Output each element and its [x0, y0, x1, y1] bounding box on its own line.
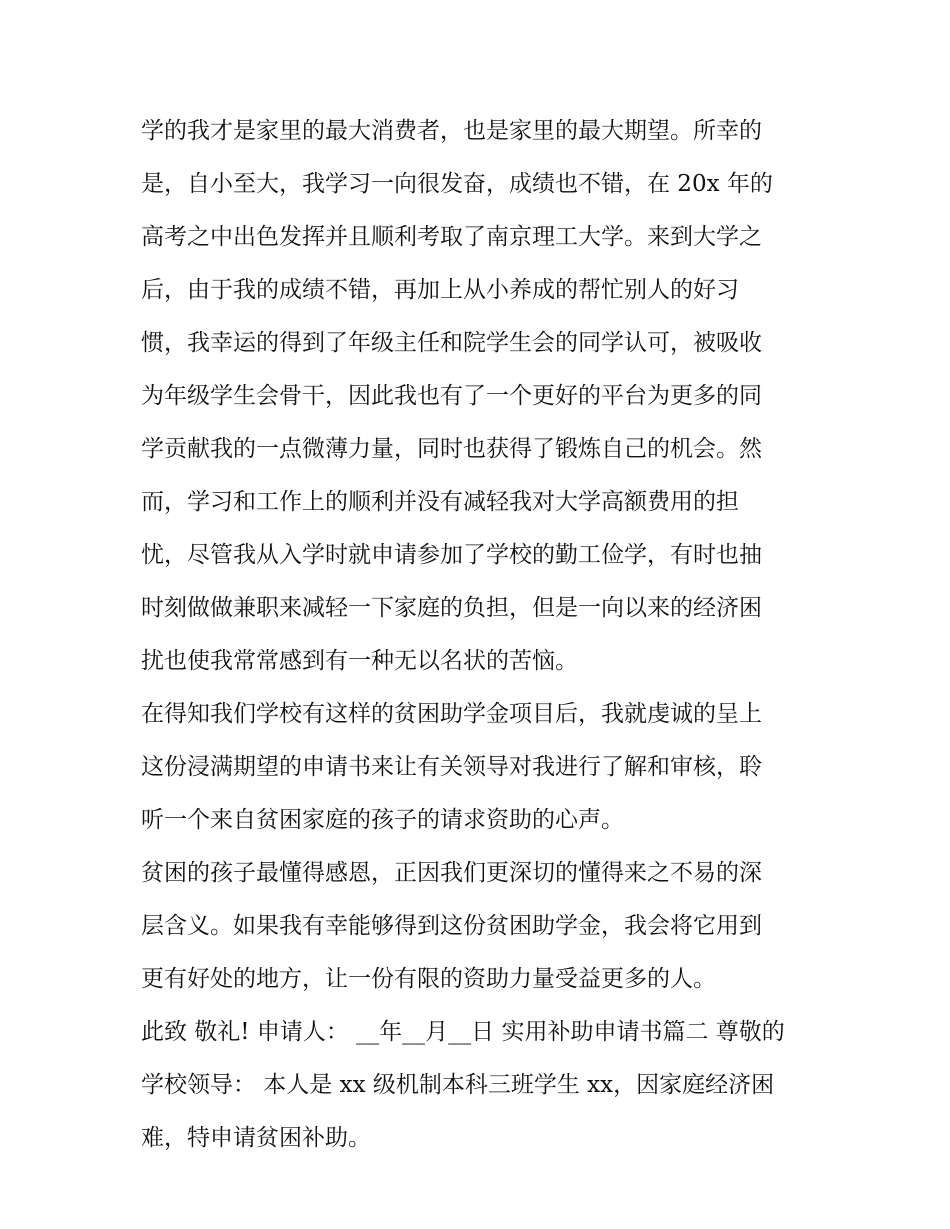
text-line-18: 此致 敬礼! 申请人： __年__月__日 实用补助申请书篇二 尊敬的 [141, 1019, 785, 1045]
text-line-3: 高考之中出色发挥并且顺利考取了南京理工大学。来到大学之 [141, 224, 762, 250]
text-line-16: 层含义。如果我有幸能够得到这份贫困助学金，我会将它用到 [141, 913, 762, 939]
text-line-20: 难，特申请贫困补助。 [141, 1125, 371, 1151]
text-line-6: 为年级学生会骨干，因此我也有了一个更好的平台为更多的同 [141, 383, 762, 409]
text-line-4: 后，由于我的成绩不错，再加上从小养成的帮忙别人的好习 [141, 277, 739, 303]
text-line-5: 惯，我幸运的得到了年级主任和院学生会的同学认可，被吸收 [141, 330, 762, 356]
text-line-2: 是，自小至大，我学习一向很发奋，成绩也不错，在 20x 年的 [141, 171, 773, 197]
document-body [141, 105, 821, 1165]
text-line-14: 听一个来自贫困家庭的孩子的请求资助的心声。 [141, 807, 624, 833]
text-line-19: 学校领导： 本人是 xx 级机制本科三班学生 xx，因家庭经济困 [141, 1072, 775, 1098]
text-line-8: 而，学习和工作上的顺利并没有减轻我对大学高额费用的担 [141, 489, 739, 515]
text-line-10: 时刻做做兼职来减轻一下家庭的负担，但是一向以来的经济困 [141, 595, 762, 621]
text-line-17: 更有好处的地方，让一份有限的资助力量受益更多的人。 [141, 966, 716, 992]
text-line-11: 扰也使我常常感到有一种无以名状的苦恼。 [141, 648, 578, 674]
text-line-9: 忧，尽管我从入学时就申请参加了学校的勤工俭学，有时也抽 [141, 542, 762, 568]
text-line-15: 贫困的孩子最懂得感恩，正因我们更深切的懂得来之不易的深 [141, 860, 762, 886]
text-line-1: 学的我才是家里的最大消费者，也是家里的最大期望。所幸的 [141, 118, 762, 144]
text-line-12: 在得知我们学校有这样的贫困助学金项目后，我就虔诚的呈上 [141, 701, 762, 727]
text-line-13: 这份浸满期望的申请书来让有关领导对我进行了解和审核，聆 [141, 754, 762, 780]
text-line-7: 学贡献我的一点微薄力量，同时也获得了锻炼自己的机会。然 [141, 436, 762, 462]
